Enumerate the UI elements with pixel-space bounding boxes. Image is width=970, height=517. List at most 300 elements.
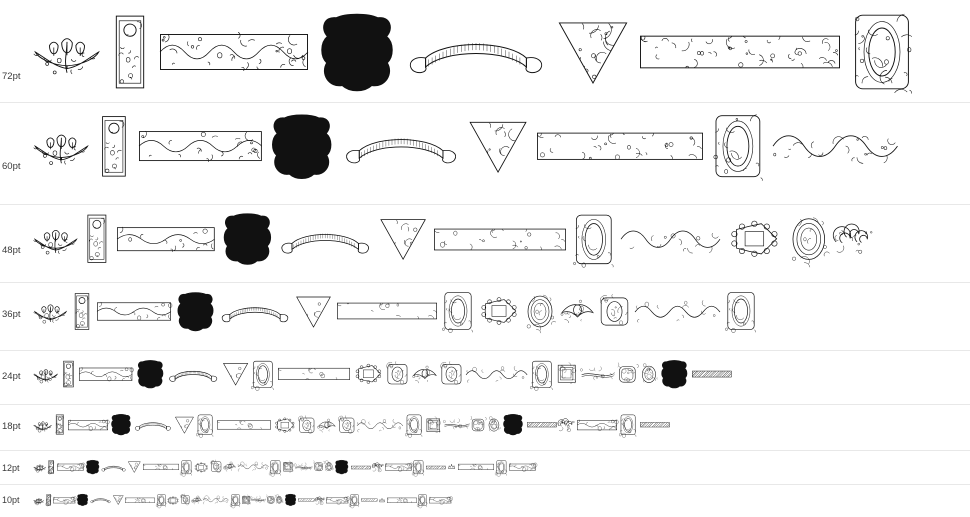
glyph-scroll-corner (373, 463, 383, 471)
row-separator (0, 102, 970, 103)
glyph-solid-shield-plaque (111, 414, 131, 435)
ribbon-banner (406, 27, 546, 77)
solid-shield-plaque (285, 494, 296, 506)
winged-crest (318, 420, 336, 431)
row-separator (0, 282, 970, 283)
glyph-floral-triangle (175, 416, 194, 434)
glyph-crown-ornament (379, 498, 385, 503)
glyph-hatched-bar (361, 498, 378, 502)
lobed-frame (167, 496, 179, 505)
leafy-border-bar (160, 29, 308, 75)
oval-frame-ornament (406, 414, 422, 436)
scroll-corner (559, 419, 574, 431)
glyph-oval-frame-ornament (443, 291, 473, 331)
long-floral-border (458, 463, 494, 471)
size-label-18pt: 18pt (2, 421, 21, 432)
flower-spray (34, 419, 52, 431)
glyph-row-72pt (34, 4, 968, 100)
glyph-long-scroll-border (635, 301, 720, 321)
glyph-floral-triangle (296, 295, 331, 328)
glyph-scroll-divider (581, 368, 613, 380)
leafy-border-bar (117, 224, 215, 254)
scroll-divider (295, 464, 311, 470)
long-floral-border (337, 300, 437, 322)
glyph-solid-shield-plaque (335, 460, 348, 474)
scroll-corner (836, 225, 872, 254)
ribbon-banner (279, 223, 371, 256)
leafy-border-bar (139, 127, 262, 165)
solid-shield-plaque (77, 494, 88, 506)
small-oval-frame (276, 496, 283, 504)
glyph-hatched-bar (640, 421, 670, 429)
floral-triangle (175, 416, 194, 434)
lobed-frame (194, 462, 208, 473)
glyph-hatched-bar (298, 498, 315, 502)
glyph-oval-frame-ornament (181, 460, 192, 474)
long-floral-border (143, 463, 179, 471)
size-label-36pt: 36pt (2, 309, 21, 320)
glyph-ornate-oval-frame (600, 296, 629, 327)
glyph-square-frame (426, 418, 441, 433)
glyph-lobed-frame (354, 363, 383, 385)
glyph-floral-triangle (558, 19, 628, 85)
glyph-ribbon-banner (279, 223, 371, 256)
glyph-hatched-bar (527, 421, 557, 429)
oval-frame-ornament (496, 460, 507, 474)
glyph-row-12pt (34, 452, 968, 482)
glyph-winged-crest (561, 301, 594, 321)
glyph-scroll-divider (444, 420, 468, 429)
long-floral-border (217, 419, 271, 431)
glyph-scroll-corner (836, 225, 872, 254)
long-scroll-border (238, 463, 269, 470)
glyph-oval-frame-ornament (350, 494, 359, 506)
glyph-ornate-oval-frame (211, 461, 221, 472)
glyph-flower-spray (34, 224, 78, 254)
size-label-60pt: 60pt (2, 161, 21, 172)
scroll-border-ornament (621, 224, 720, 254)
size-label-72pt: 72pt (2, 71, 21, 82)
rounded-square-frame (267, 496, 275, 504)
long-floral-border (434, 225, 566, 254)
crown-ornament (379, 498, 385, 503)
ribbon-banner (343, 125, 459, 167)
floral-triangle (469, 119, 527, 174)
glyph-vertical-cartouche (62, 360, 75, 388)
oval-frame-ornament (726, 291, 756, 331)
floral-triangle (223, 362, 248, 386)
glyph-floral-triangle (223, 362, 248, 386)
ribbon-banner (101, 463, 126, 472)
hatched-bar (692, 369, 732, 379)
scroll-divider (251, 497, 265, 502)
oval-frame-ornament (231, 494, 240, 506)
glyph-scroll-corner (316, 497, 324, 504)
row-separator (0, 204, 970, 205)
glyph-vertical-cartouche (55, 414, 65, 435)
glyph-row-60pt (34, 104, 968, 188)
oval-frame-ornament (852, 12, 912, 92)
row-separator (0, 484, 970, 485)
ornate-oval-frame (339, 417, 355, 434)
glyph-oval-frame-ornament (418, 494, 427, 506)
row-separator (0, 350, 970, 351)
glyph-oval-frame-ornament (852, 12, 912, 92)
glyph-oval-frame-ornament (620, 414, 636, 436)
glyph-oval-frame-ornament (726, 291, 756, 331)
leafy-border-bar (429, 497, 451, 504)
vertical-cartouche (99, 114, 129, 179)
ornate-oval-frame (600, 296, 629, 327)
glyph-leafy-border-bar (577, 419, 617, 431)
lobed-frame (354, 363, 383, 385)
glyph-flower-spray (34, 497, 44, 504)
glyph-long-floral-border (640, 30, 840, 74)
scroll-divider (581, 368, 613, 380)
winged-crest (561, 301, 594, 321)
floral-triangle (380, 217, 426, 261)
oval-frame-ornament (574, 213, 614, 266)
glyph-lobed-frame (167, 496, 179, 505)
size-label-24pt: 24pt (2, 371, 21, 382)
glyph-scroll-corner (559, 419, 574, 431)
glyph-leafy-border-bar (68, 419, 108, 431)
glyph-long-floral-border (337, 300, 437, 322)
glyph-solid-shield-plaque (86, 460, 99, 474)
long-scroll-border (357, 420, 403, 431)
glyph-crown-ornament (448, 464, 455, 470)
glyph-solid-shield-plaque (661, 360, 688, 388)
glyph-long-scroll-border (466, 367, 527, 381)
leafy-border-bar (97, 300, 171, 323)
glyph-oval-frame-ornament (574, 213, 614, 266)
glyph-flower-spray (34, 366, 58, 383)
solid-shield-plaque (320, 13, 394, 91)
vertical-cartouche (46, 494, 51, 506)
glyph-flower-spray (34, 29, 100, 75)
glyph-oval-frame-ornament (531, 360, 553, 389)
solid-shield-plaque (223, 213, 272, 264)
solid-shield-plaque (177, 292, 214, 331)
winged-crest (224, 463, 236, 470)
size-label-12pt: 12pt (2, 463, 20, 473)
solid-shield-plaque (503, 414, 523, 435)
glyph-oval-frame-ornament (406, 414, 422, 436)
square-frame (242, 496, 250, 504)
glyph-long-scroll-border (203, 497, 229, 503)
glyph-oval-frame-ornament (270, 460, 281, 474)
glyph-row-48pt (34, 206, 968, 272)
long-floral-border (640, 30, 840, 74)
glyph-ribbon-banner (168, 365, 218, 383)
glyph-long-floral-border (537, 128, 703, 165)
ornate-oval-frame (387, 363, 408, 385)
lobed-frame (728, 219, 781, 259)
glyph-solid-shield-plaque (271, 114, 332, 179)
glyph-leafy-border-bar (97, 300, 171, 323)
solid-shield-plaque (271, 114, 332, 179)
glyph-oval-frame-ornament (496, 460, 507, 474)
glyph-flower-spray (34, 127, 89, 165)
glyph-lobed-frame (728, 219, 781, 259)
leafy-border-bar (53, 497, 75, 504)
glyph-oval-frame-ornament (197, 414, 213, 436)
solid-shield-plaque (335, 460, 348, 474)
ribbon-banner (134, 418, 172, 432)
glyph-vertical-cartouche (46, 494, 51, 506)
glyph-floral-triangle (469, 119, 527, 174)
glyph-rounded-square-frame (618, 365, 637, 384)
glyph-long-floral-border (143, 463, 179, 471)
glyph-long-floral-border (278, 366, 350, 382)
ornate-oval-frame (211, 461, 221, 472)
leafy-border-bar (79, 366, 132, 383)
oval-frame-ornament (350, 494, 359, 506)
glyph-row-24pt (34, 352, 968, 396)
ornate-oval-frame (441, 363, 462, 385)
flower-spray (34, 300, 67, 323)
lobed-frame (274, 417, 296, 433)
hatched-bar (640, 421, 670, 429)
scroll-divider (444, 420, 468, 429)
glyph-floral-triangle (380, 217, 426, 261)
rounded-square-frame (314, 462, 323, 471)
glyph-lobed-frame (274, 417, 296, 433)
glyph-row-10pt (34, 486, 968, 514)
row-separator (0, 450, 970, 451)
glyph-ribbon-banner (220, 299, 290, 324)
glyph-leafy-border-bar (79, 366, 132, 383)
glyph-long-floral-border (387, 497, 417, 504)
glyph-ribbon-banner (343, 125, 459, 167)
glyph-scroll-divider (295, 464, 311, 470)
glyph-rounded-square-frame (314, 462, 323, 471)
long-floral-border (278, 366, 350, 382)
glyph-oval-frame-ornament (231, 494, 240, 506)
glyph-flower-spray (34, 419, 52, 431)
glyph-square-frame (283, 462, 293, 472)
leafy-border-bar (68, 419, 108, 431)
glyph-solid-shield-plaque (177, 292, 214, 331)
long-scroll-border (466, 367, 527, 381)
vertical-cartouche (73, 292, 91, 331)
glyph-solid-shield-plaque (223, 213, 272, 265)
rounded-square-frame (618, 365, 637, 384)
glyph-small-oval-frame (488, 418, 500, 432)
glyph-vertical-cartouche (99, 114, 129, 179)
small-oval-frame (641, 365, 657, 384)
winged-crest (413, 367, 437, 381)
glyph-small-oval-frame (276, 496, 283, 504)
floral-triangle (558, 19, 628, 85)
glyph-oval-mirror-frame (789, 216, 829, 262)
glyph-ribbon-banner (406, 27, 546, 77)
oval-frame-ornament (443, 291, 473, 331)
hatched-bar (426, 465, 446, 470)
glyph-leafy-border-bar (385, 463, 412, 471)
glyph-solid-shield-plaque (503, 414, 523, 435)
glyph-solid-shield-plaque (285, 494, 296, 506)
glyph-long-floral-border (125, 497, 155, 504)
flower-spray (34, 29, 100, 75)
glyph-scroll-border-ornament (773, 127, 898, 165)
glyph-vertical-cartouche (48, 460, 55, 474)
glyph-ribbon-banner (101, 463, 126, 472)
long-floral-border (125, 497, 155, 504)
glyph-winged-crest (224, 463, 236, 470)
leafy-border-bar (326, 497, 348, 504)
glyph-long-floral-border (217, 419, 271, 431)
flower-spray (34, 366, 58, 383)
long-scroll-border (635, 301, 720, 321)
scroll-border-ornament (773, 127, 898, 165)
glyph-rounded-square-frame (267, 496, 275, 504)
oval-frame-ornament (157, 494, 166, 506)
glyph-vertical-cartouche (85, 213, 109, 265)
glyph-ornate-oval-frame (387, 363, 408, 385)
ornate-oval-frame (299, 417, 315, 434)
flower-spray (34, 224, 78, 254)
hatched-bar (298, 498, 315, 502)
glyph-scroll-border-ornament (621, 224, 720, 254)
vertical-cartouche (112, 13, 148, 91)
long-floral-border (387, 497, 417, 504)
glyph-leafy-border-bar (509, 463, 536, 471)
glyph-ribbon-banner (90, 496, 111, 504)
small-oval-frame (325, 462, 333, 471)
oval-frame-ornament (197, 414, 213, 436)
oval-frame-ornament (252, 360, 274, 389)
hatched-bar (361, 498, 378, 502)
glyph-row-18pt (34, 406, 968, 444)
oval-frame-ornament (620, 414, 636, 436)
glyph-ornate-oval-frame (441, 363, 462, 385)
ribbon-banner (90, 496, 111, 504)
oval-frame-ornament (413, 460, 424, 474)
oval-frame-ornament (531, 360, 553, 389)
glyph-small-oval-frame (641, 365, 657, 384)
glyph-winged-crest (192, 497, 202, 503)
size-label-48pt: 48pt (2, 245, 21, 256)
floral-triangle (113, 495, 124, 505)
flower-spray (34, 497, 44, 504)
glyph-long-scroll-border (357, 420, 403, 431)
glyph-leafy-border-bar (57, 463, 84, 471)
glyph-winged-crest (413, 367, 437, 381)
hatched-bar (527, 421, 557, 429)
glyph-square-frame (242, 496, 250, 504)
leafy-border-bar (577, 419, 617, 431)
glyph-leafy-border-bar (139, 127, 262, 165)
oval-frame-ornament (181, 460, 192, 474)
ribbon-banner (220, 299, 290, 324)
hatched-bar (351, 465, 371, 470)
oval-frame-ornament (418, 494, 427, 506)
vertical-cartouche (55, 414, 65, 435)
glyph-vertical-cartouche (73, 292, 91, 331)
glyph-long-scroll-border (238, 463, 269, 470)
glyph-oval-frame-ornament (413, 460, 424, 474)
glyph-oval-frame-ornament (252, 360, 274, 389)
size-label-10pt: 10pt (2, 495, 20, 505)
scroll-corner (373, 463, 383, 471)
glyph-leafy-border-bar (326, 497, 348, 504)
glyph-row-36pt (34, 284, 968, 338)
glyph-square-frame (557, 364, 576, 383)
small-oval-frame (488, 418, 500, 432)
long-scroll-border (203, 497, 229, 503)
solid-shield-plaque (661, 360, 688, 388)
oval-mirror-frame (789, 216, 829, 262)
rounded-square-frame (471, 418, 485, 432)
glyph-leafy-border-bar (53, 497, 75, 504)
solid-shield-plaque (137, 360, 164, 388)
glyph-flower-spray (34, 300, 67, 323)
glyph-lobed-frame (194, 462, 208, 473)
vertical-cartouche (85, 213, 109, 264)
glyph-winged-crest (318, 420, 336, 431)
glyph-lobed-frame (479, 296, 519, 326)
glyph-flower-spray (34, 463, 46, 471)
vertical-cartouche (48, 460, 54, 474)
row-separator (0, 404, 970, 405)
solid-shield-plaque (86, 460, 99, 474)
glyph-long-floral-border (458, 463, 494, 471)
crown-ornament (448, 464, 455, 470)
glyph-rounded-square-frame (471, 418, 485, 432)
glyph-hatched-bar (692, 369, 732, 379)
oval-frame-ornament (713, 113, 763, 179)
glyph-ornate-oval-frame (299, 417, 315, 434)
glyph-ornate-oval-frame (339, 417, 355, 434)
oval-frame-ornament (270, 460, 281, 474)
glyph-solid-shield-plaque (137, 360, 164, 388)
solid-shield-plaque (111, 414, 131, 435)
scroll-corner (316, 497, 324, 504)
glyph-hatched-bar (351, 465, 371, 470)
glyph-oval-frame-ornament (157, 494, 166, 506)
glyph-oval-frame-ornament (713, 113, 763, 179)
glyph-small-oval-frame (325, 462, 333, 471)
leafy-border-bar (385, 463, 412, 471)
lobed-frame (479, 296, 519, 326)
leafy-border-bar (57, 463, 84, 471)
glyph-solid-shield-plaque (77, 494, 88, 506)
glyph-leafy-border-bar (429, 497, 451, 504)
square-frame (557, 364, 576, 383)
glyph-floral-triangle (113, 495, 124, 505)
glyph-ornate-oval-frame (181, 495, 190, 504)
glyph-hatched-bar (426, 465, 446, 470)
glyph-vertical-cartouche (112, 13, 148, 91)
floral-triangle (128, 461, 141, 473)
glyph-floral-triangle (128, 461, 141, 473)
vertical-cartouche (62, 360, 75, 388)
glyph-long-floral-border (434, 225, 566, 254)
square-frame (283, 462, 293, 472)
glyph-scroll-divider (251, 497, 265, 502)
ribbon-banner (168, 365, 218, 383)
winged-crest (192, 497, 202, 503)
glyph-oval-mirror-frame (525, 294, 555, 329)
ornate-oval-frame (181, 495, 190, 504)
oval-mirror-frame (525, 294, 555, 329)
glyph-leafy-border-bar (160, 29, 308, 75)
long-floral-border (537, 128, 703, 165)
flower-spray (34, 463, 46, 471)
glyph-ribbon-banner (134, 418, 172, 432)
glyph-leafy-border-bar (117, 224, 215, 254)
